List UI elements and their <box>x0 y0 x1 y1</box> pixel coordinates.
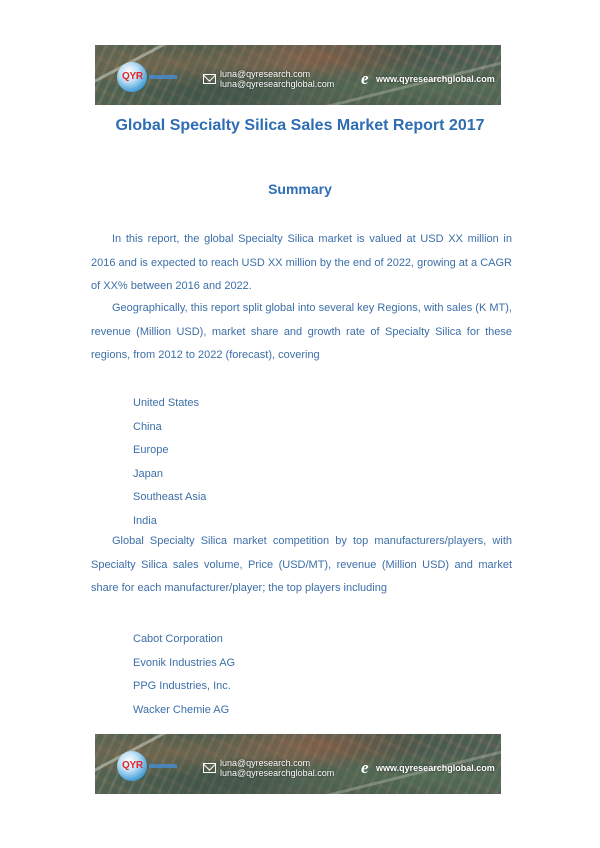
footer-banner <box>95 734 501 794</box>
logo-subtext <box>149 75 177 79</box>
players-list <box>133 628 235 722</box>
email-link[interactable]: luna@qyresearch.com <box>220 69 311 79</box>
paragraph-market-value: In this report, the global Specialty Silica market is valued at USD XX million in 2016 and is expected to reach USD XX million by the end of 2022, growing at a CAGR of XX% between 2016 and 2022. <box>91 233 512 292</box>
regions-list <box>133 392 206 534</box>
header-banner <box>95 45 501 105</box>
internet-explorer-icon: e <box>361 69 369 88</box>
contact-emails <box>220 758 334 778</box>
paragraph-regions: Geographically, this report split global into several key Regions, with sales (K MT), revenue (Million USD), market share and growth rate of Specialty Silica for these regions, from 2012 to 2022 (forecast), covering <box>91 302 512 361</box>
website-link[interactable]: www.qyresearchglobal.com <box>376 763 495 773</box>
email-link[interactable]: luna@qyresearchglobal.com <box>220 768 335 778</box>
banner-road <box>95 45 208 89</box>
paragraph-competition: Global Specialty Silica market competition by top manufacturers/players, with Specialty Silica sales volume, Price (USD/MT), revenue (Million USD) and market share for each manufacturer/player; the top players including <box>91 535 512 594</box>
list-item: Europe <box>133 444 169 457</box>
list-item: Southeast Asia <box>133 491 207 504</box>
logo-text: QYR <box>122 71 143 82</box>
section-title: Summary <box>268 181 332 197</box>
list-item: United States <box>133 397 200 409</box>
contact-emails <box>220 69 334 89</box>
email-link[interactable]: luna@qyresearch.com <box>220 758 311 768</box>
internet-explorer-icon: e <box>361 758 369 777</box>
website-link[interactable]: www.qyresearchglobal.com <box>376 74 495 84</box>
list-item: Wacker Chemie AG <box>133 703 230 716</box>
envelope-icon <box>203 763 216 773</box>
document-title: Global Specialty Silica Sales Market Report 2017 <box>115 117 485 134</box>
list-item: Evonik Industries AG <box>133 656 236 669</box>
list-item: Cabot Corporation <box>133 633 223 645</box>
list-item: Japan <box>133 467 163 480</box>
banner-road <box>95 734 208 778</box>
logo-subtext <box>149 764 177 768</box>
logo-text: QYR <box>122 760 143 771</box>
email-link[interactable]: luna@qyresearchglobal.com <box>220 79 335 89</box>
list-item: India <box>133 514 157 527</box>
list-item: PPG Industries, Inc. <box>133 680 231 693</box>
envelope-icon <box>203 74 216 84</box>
list-item: China <box>133 420 162 433</box>
